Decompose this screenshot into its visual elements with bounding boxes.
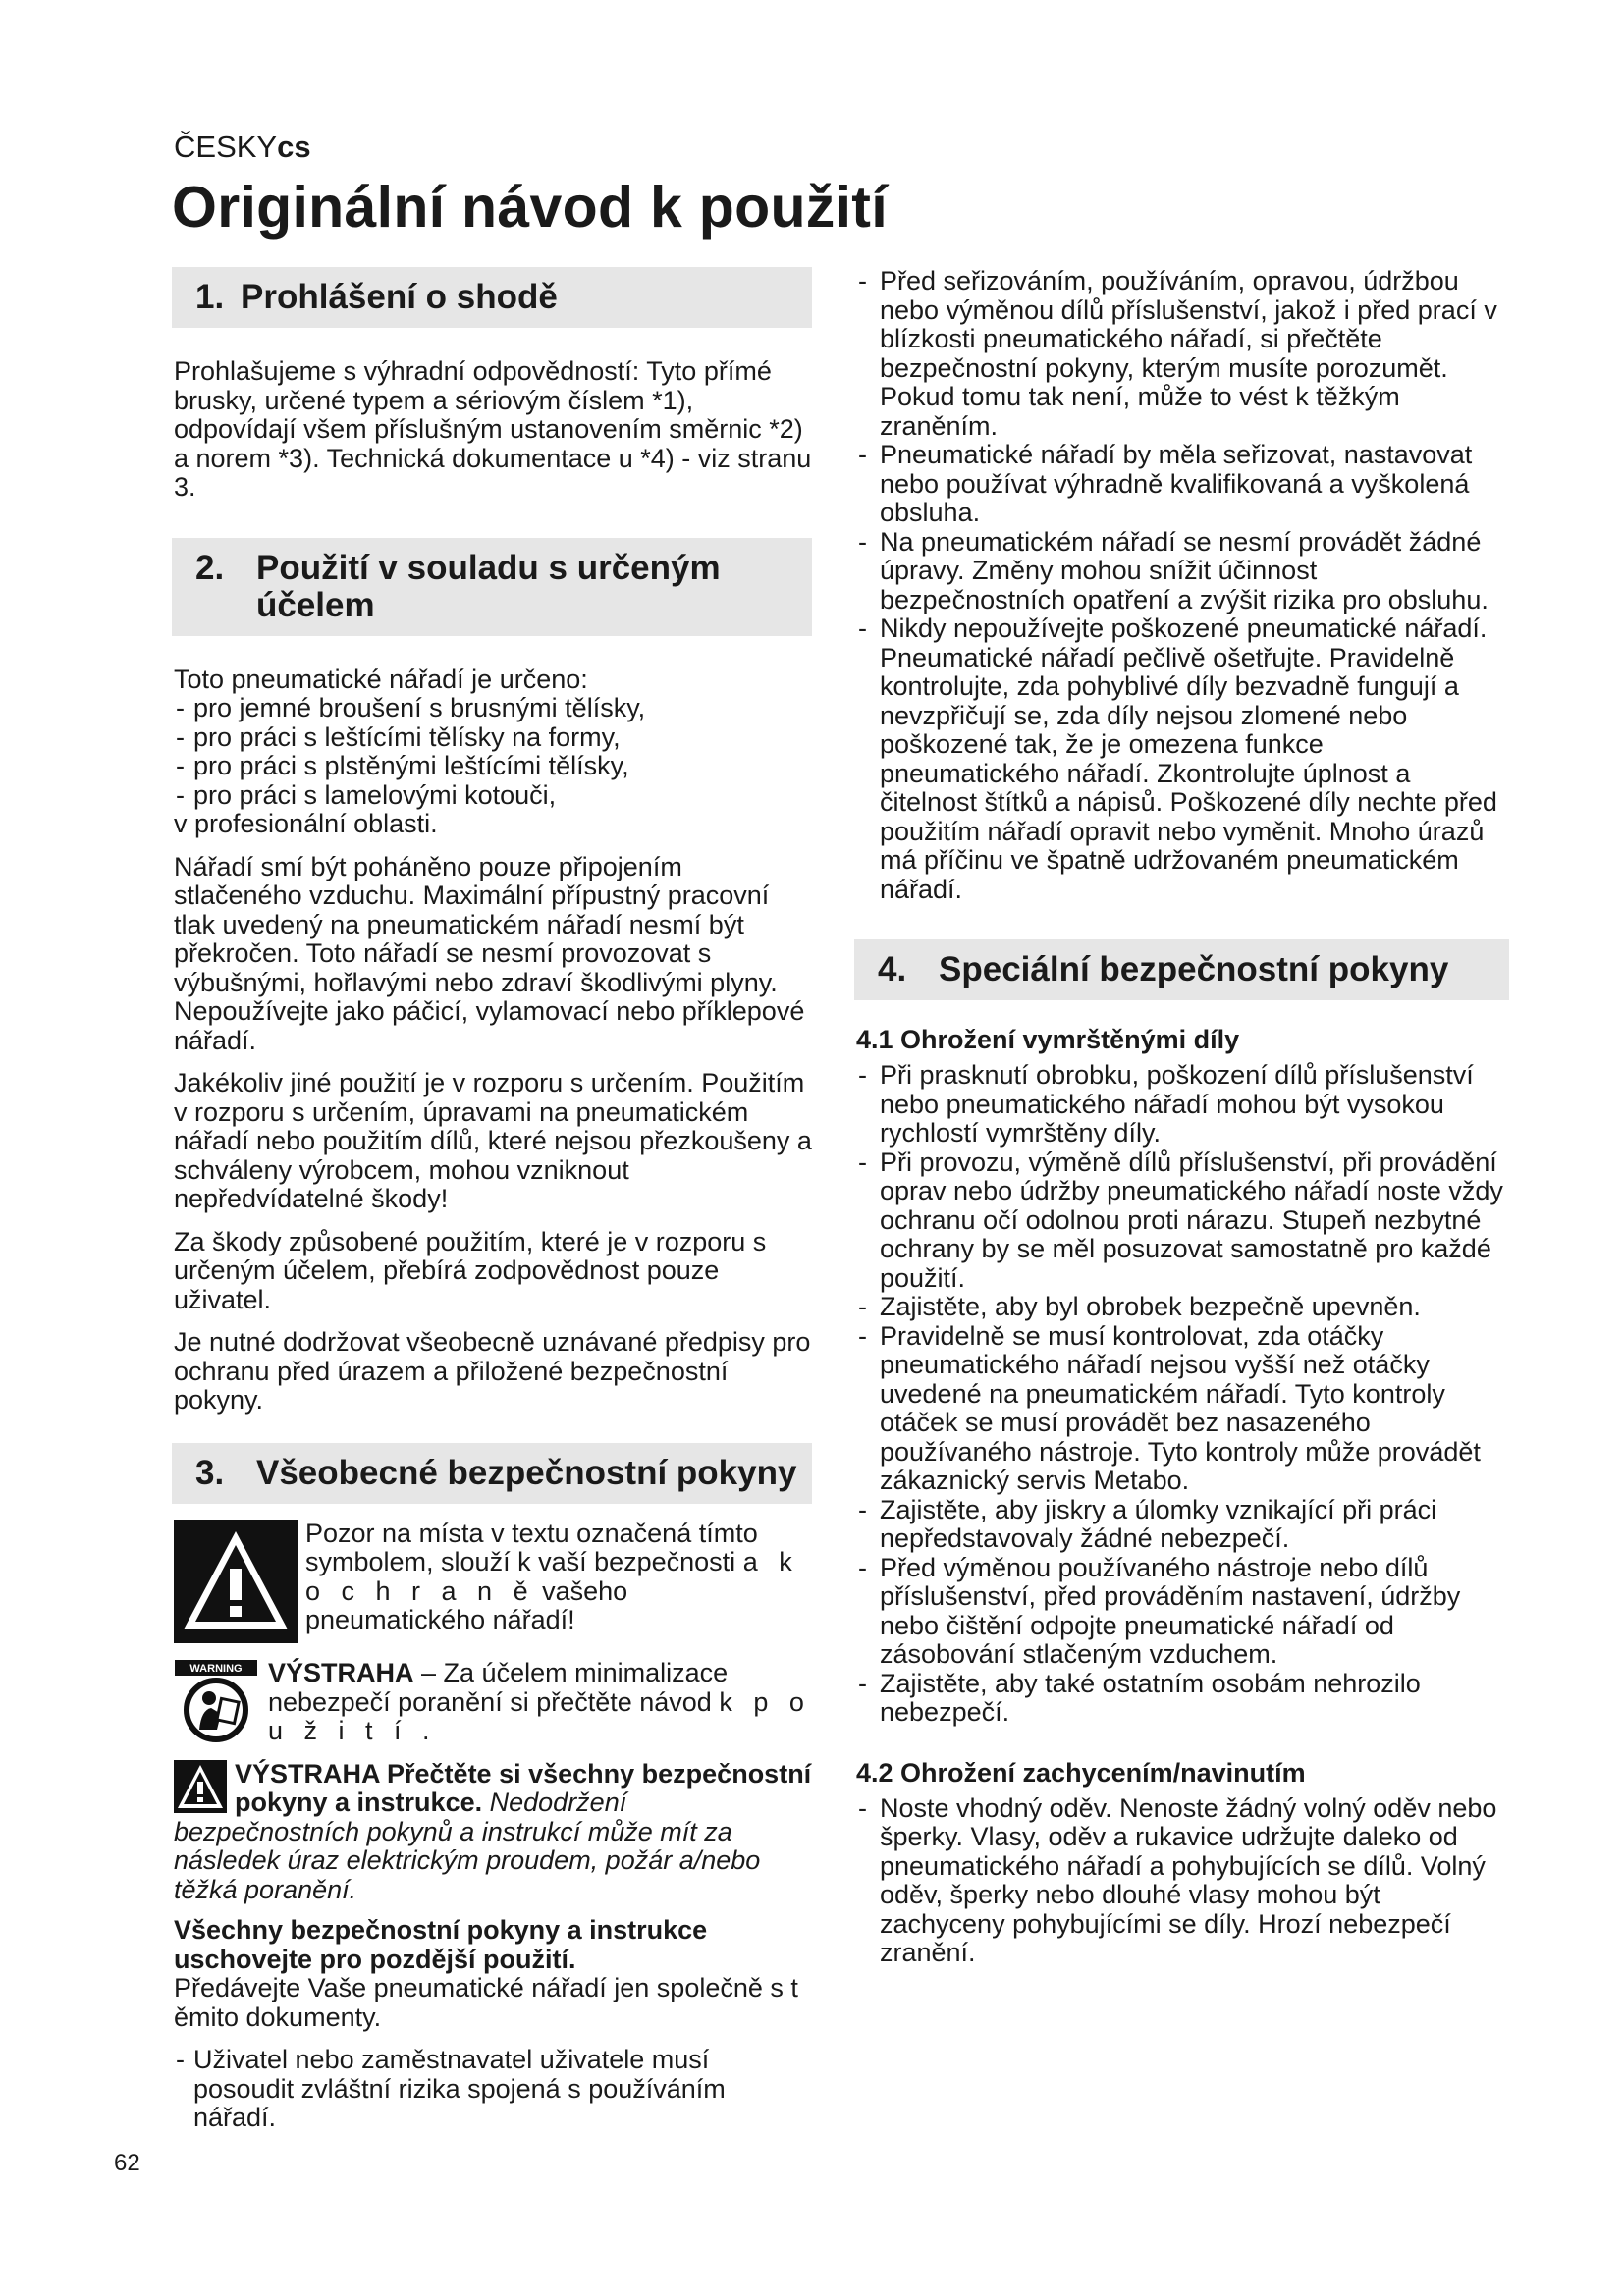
section-title: Speciální bezpečnostní pokyny	[939, 950, 1449, 988]
list-item: - Uživatel nebo zaměstnavatel uživatele musí posoudit zvláštní rizika spojená s používáním nářadí.	[174, 2046, 812, 2133]
section-title: Všeobecné bezpečnostní pokyny	[256, 1453, 797, 1492]
list-item: - Zajistěte, aby jiskry a úlomky vznikající při práci nepředstavovaly žádné nebezpečí.	[856, 1496, 1509, 1554]
paragraph: Jakékoliv jiné použití je v rozporu s určením. Použitím v rozporu s určením, úpravami na pneumatickém nářadí nebo použitím dílů, které nejsou přezkoušeny a schváleny výrobcem, mohou vzniknout nepředvídatelné škody!	[174, 1068, 812, 1213]
list-item: - Pneumatické nářadí by měla seřizovat, nastavovat nebo používat výhradně kvalifikovaná a vyškolená obsluha.	[856, 441, 1509, 528]
safety-list-continued	[856, 267, 1509, 904]
section-1-heading	[172, 267, 812, 328]
page-title: Originální návod k použití	[172, 175, 888, 240]
language-name: ČESKY	[174, 130, 278, 164]
section-4-heading	[854, 939, 1509, 1000]
list-item: - pro práci s lamelovými kotouči,	[174, 781, 812, 811]
use-list	[174, 694, 812, 810]
list-item: - Při provozu, výměně dílů příslušenství, při provádění oprav nebo údržby pneumatického nářadí noste vždy ochranu očí odolnou proti nárazu. Stupeň nezbytné ochrany by se měl posuzovat samostatně pro každé použití.	[856, 1148, 1509, 1294]
manual-icon-label: WARNING	[189, 1663, 243, 1675]
page-number: 62	[114, 2150, 140, 2176]
warning-triangle-icon	[174, 1520, 301, 1650]
language-code: cs	[277, 130, 311, 164]
list-item: - Před výměnou používaného nástroje nebo dílů příslušenství, před prováděním nastavení, údržby nebo čištění odpojte pneumatické nářadí od zásobování stlačeným vzduchem.	[856, 1554, 1509, 1670]
read-instructions-bold: VÝSTRAHA Přečtěte si všechny bezpečnostní pokyny a instrukce.	[235, 1758, 812, 1817]
warning-text-spaced: k p o u ž i t í .	[268, 1686, 811, 1745]
warning-text: – Za účelem minimalizace nebezpečí poranění si přečtěte návod	[268, 1658, 729, 1717]
list-item: - Při prasknutí obrobku, poškození dílů příslušenství nebo pneumatického nářadí mohou být vysokou rychlostí vymrštěny díly.	[856, 1061, 1509, 1148]
keep-instructions-bold: Všechny bezpečnostní pokyny a instrukce uschovejte pro pozdější použití.	[174, 1915, 708, 1974]
list-item: - Na pneumatickém nářadí se nesmí provádět žádné úpravy. Změny mohou snížit účinnost bezpečnostních opatření a zvýšit rizika pro obsluhu.	[856, 528, 1509, 615]
section-number: 3.	[195, 1453, 225, 1492]
list-item: - Zajistěte, aby také ostatním osobám nehrozilo nebezpečí.	[856, 1670, 1509, 1728]
list-item: - pro jemné broušení s brusnými tělísky,	[174, 694, 812, 723]
entanglement-list	[856, 1794, 1509, 1968]
read-instructions-block	[174, 1760, 812, 1905]
paragraph: Za škody způsobené použitím, které je v rozporu s určeným účelem, přebírá zodpovědnost pouze uživatel.	[174, 1226, 767, 1314]
list-item: - Noste vhodný oděv. Nenoste žádný volný oděv nebo šperky. Vlasy, oděv a rukavice udržujte daleko od pneumatického nářadí a pohybujících se dílů. Volný oděv, šperky nebo dlouhé vlasy mohou být zachyceny pohybujícími se díly. Hrozí nebezpečí zranění.	[856, 1794, 1509, 1968]
subsection-heading: 4.2 Ohrožení zachycením/navinutím	[856, 1757, 1306, 1788]
declaration-paragraph: Prohlašujeme s výhradní odpovědností: Tyto přímé brusky, určené typem a sériovým číslem *1), odpovídají všem příslušným ustanovením směrnic *2) a norem *3). Technická dokumentace u *4) - viz stranu 3.	[174, 356, 812, 502]
safety-list	[174, 2046, 812, 2133]
list-item: - pro práci s leštícími tělísky na formy,	[174, 723, 812, 753]
paragraph: Je nutné dodržovat všeobecně uznávané předpisy pro ochranu před úrazem a přiložené bezpečnostní pokyny.	[174, 1327, 811, 1415]
section-title: Použití v souladu s určeným účelem	[256, 548, 721, 624]
section-2-heading	[172, 538, 812, 636]
list-item: - Zajistěte, aby byl obrobek bezpečně upevněn.	[856, 1293, 1509, 1322]
symbol-explanation: Pozor na místa v textu označená tímto symbolem, slouží k vaší bezpečnosti	[305, 1518, 758, 1576]
section-3-heading	[172, 1443, 812, 1504]
list-item: - Před seřizováním, používáním, opravou, údržbou nebo výměnou dílů příslušenství, jakož i před prací v blízkosti pneumatického nářadí, si přečtěte bezpečnostní pokyny, kterým musíte porozumět. Pokud tomu tak není, může to vést k těžkým zraněním.	[856, 267, 1509, 441]
list-item: - Pravidelně se musí kontrolovat, zda otáčky pneumatického nářadí nejsou vyšší než otáčky uvedené na pneumatickém nářadí. Tyto kontroly otáček se musí provádět bez nasazeného používaného nástroje. Tyto kontroly může provádět zákaznický servis Metabo.	[856, 1322, 1509, 1496]
language-label	[174, 130, 311, 165]
paragraph: Nářadí smí být poháněno pouze připojením stlačeného vzduchu. Maximální přípustný pracovní tlak uvedený na pneumatickém nářadí nesmí být překročen. Toto nářadí se nesmí provozovat s výbušnými, hořlavými nebo zdraví škodlivými plyny. Nepoužívejte jako páčicí, vylamovací nebo příklepové nářadí.	[174, 851, 805, 1055]
small-warning-triangle-icon	[174, 1760, 229, 1817]
symbol-explanation-spaced: a k o c h r a n ě	[305, 1547, 799, 1606]
keep-instructions-text: Předávejte Vaše pneumatické nářadí jen společně s t ěmito dokumenty.	[174, 1973, 798, 2032]
section-number: 4.	[878, 950, 907, 988]
use-outro: v profesionální oblasti.	[174, 809, 438, 838]
right-column	[856, 267, 1509, 1980]
section-number: 1.	[195, 278, 225, 316]
read-manual-icon	[174, 1659, 264, 1750]
read-manual-block	[174, 1659, 812, 1750]
ejected-parts-list	[856, 1061, 1509, 1728]
section-title: Prohlášení o shodě	[241, 278, 558, 316]
left-column	[174, 267, 812, 2145]
section-number: 2.	[195, 548, 225, 587]
attention-symbol-block	[174, 1520, 812, 1650]
list-item: - Nikdy nepoužívejte poškozené pneumatické nářadí. Pneumatické nářadí pečlivě ošetřujte. Pravidelně kontrolujte, zda pohyblivé díly bezvadně fungují a nevzpřičují se, zda díly nejsou zlomené nebo poškozené tak, že je omezena funkce pneumatického nářadí. Zkontrolujte úplnost a čitelnost štítků a nápisů. Poškozené díly nechte před použitím nářadí opravit nebo vyměnit. Mnoho úrazů má příčinu ve špatně udržovaném pneumatickém nářadí.	[856, 614, 1509, 904]
symbol-explanation-end: vašeho pneumatického nářadí!	[305, 1575, 628, 1634]
use-intro: Toto pneumatické nářadí je určeno:	[174, 664, 588, 694]
list-item: - pro práci s plstěnými leštícími tělísky,	[174, 752, 812, 781]
subsection-heading: 4.1 Ohrožení vymrštěnými díly	[856, 1025, 1240, 1054]
warning-label: VÝSTRAHA	[268, 1658, 414, 1687]
read-instructions-italic: Nedodržení bezpečnostních pokynů a instrukcí může mít za následek úraz elektrickým proudem, požár a/nebo těžká poranění.	[174, 1788, 761, 1904]
